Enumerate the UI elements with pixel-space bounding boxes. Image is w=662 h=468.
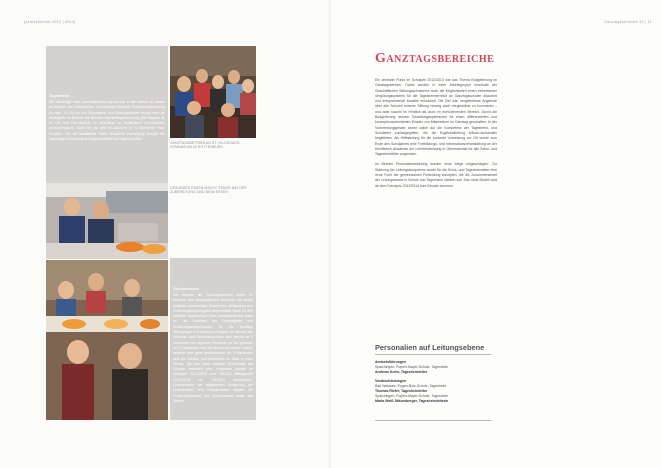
photo-students-image bbox=[170, 46, 256, 138]
photo-dining-image bbox=[46, 260, 168, 420]
personnel-group-farewells bbox=[375, 379, 505, 404]
photo-students-caption: GANZTAGSBETRIEB AN ST. HILDEGARD-GYMNASIUM IN ROTTENBURG bbox=[170, 141, 241, 150]
photo-kitchen-caption: GESUNDES ESSEN MACHT SPASS: BEI DER ZUBEREITUNG UND BEIM ESSEN. bbox=[170, 186, 247, 195]
personnel-title: Personalien auf Leitungsebene bbox=[375, 343, 485, 352]
personnel-group-heading: Verabschiedungen bbox=[375, 379, 407, 383]
schulmensen-heading: Schulmensen bbox=[173, 286, 200, 291]
personnel-name: Andreas Kuhn, Tagesheimleiter bbox=[375, 370, 428, 374]
schulmensen-text: Die Mensen der Ganztagsschulen bieten im Rahmen des pädagogischen Konzepts mit einem qualitativ hochwertigen Essen eine verlässliche und ernährungsphysiologisch abgerundete Basis für den weiteren Tagesverlauf. Eine Herausforderung dabei ist, die Vorlieben der Essensgäste und Ernährungsempfehlungen für die jeweilige Altersgruppe in Einklang zu bringen. Im Bereich der Stiftungs- und Schulwerkschulen wird derzeit an 5 Standorten mit eigenem Personal vor Ort gekocht, an 11 Standorten wird die Mensa von einem Caterer beliefert oder ganz bewirtschaftet. An 3 Standorten sind die Schüler und Mitarbeiter zu Gast in einer Mensa, die von einer anderen Einrichtung der Diözese betrieben wird. Insgesamt wurden im Schuljahr 2012/2013 rund 700.000 Mittagessen (2011/2013 ca. 140.000) ausgegeben. Entsprechend der allgemeinen Steigerung der Lebensmittel- und Energiekosten stiegen die Produktionskosten der Schulmensen daher seit Jahren. bbox=[173, 293, 253, 403]
personnel-line: Spaichingen, Rupert-Mayer-Schule, Tagesheim bbox=[375, 365, 449, 369]
running-header-right: Ganztagsbereiche 10 | 11 bbox=[603, 20, 652, 24]
personnel-rule-top bbox=[375, 354, 491, 355]
body-column bbox=[375, 78, 497, 189]
personnel-name: Thomas Riefer, Tagesheimleiter bbox=[375, 389, 428, 393]
personnel-rule-bottom bbox=[375, 420, 491, 421]
photo-dining bbox=[46, 260, 168, 420]
personnel-line: Spaichingen, Rupert-Mayer-Schule, Tagesheim bbox=[375, 394, 449, 398]
personnel-group-appointments bbox=[375, 360, 505, 375]
personnel-group-heading: Amtseinführungen bbox=[375, 360, 407, 364]
schulmensen-box bbox=[170, 258, 256, 420]
personnel-list bbox=[375, 360, 505, 404]
photo-students bbox=[170, 46, 256, 138]
tagesheim-text: Die Nachfrage nach Ganztagsbetreuung hat sich in den letzten 10 Jahren im Bereich der verlässlichen Grundschule (Bereich Grundschulbetreuung bis max. 14 Uhr) an den Schulwerks- und Stiftungsschulen etwas mehr als verdoppelt; im Bereich der flexiblen Nachmittagsbetreuung (alle Klassen ab 12 Uhr und Grundschule im Anschluss an Verlässliche Grundschule) verzwanzigfacht. Nach wie vor gibt es daneben an 4 Standorten Hort-Gruppen. Die auf statistische Daten reduzierte Darstellung spiegelt die Nachfrage und erweiterte Angebotsvielfalt nur begrenzt wider. bbox=[49, 100, 165, 142]
body-paragraph-1: Ein zentraler Punkt im Schuljahr 2012/2013 war das Thema Budgetierung im Ganztagsbereich. Dabei wurden in einer Arbeitsgruppe innerhalb der Geschäftlichen Stiftungsschulwerks auch die Möglichkeiten einen einheitlichen Vergütungssystems für die Tagesheimbereich an Ganztagsschulen diskutiert und entsprechende Modelle entwickelt. Die Ziel war, vergleichbare Angebote über alle Schulen unserer Stiftung hinweg auch vergleichbar zu honorieren – und zwar sowohl im Hinblick als auch im nicht-lehrenden Bereich. Durch die Budgetierung wurden Gestaltungsspielraume für einen differenzierten und konzeptionsorientierten Einsatz von Mitarbeitern im Ganztag geschaffen. In der Vorbereitungsphase wurde dabei auf die Kompetenz der Tagesheim- und Schulleiter zurückgegriffen, die die Ergebnisfindung kritisch-konstruktiv begleiteten. Als Hilfestellung für die konkrete Umsetzung vor Ort wurde zum Ende des Schuljahres eine Fortbildungs- und Informationsveranstaltung an der Kirchlichen Akademie der Lehrerfortbildung in Obermarchtal für alle Schul- und Tagesheimleiter angeboten. bbox=[375, 78, 497, 157]
running-header-left: [Jahresbericht 2012 | 2013] bbox=[24, 20, 76, 24]
photo-kitchen bbox=[46, 183, 168, 259]
tagesheim-heading: Tagesheim bbox=[49, 93, 70, 98]
body-paragraph-2: Im Bereich Personalentwicklung wurden neue Wege eingeschlagen: Zur Stärkung der Leitungskompetenz wurde für die Schul- und Tagesheimleiter eine neue Form der gemeinsamen Fortbildung konzipiert, die die Zusammenarbeit der Leitungsteams in Schule und Tagesheim stärken soll. Das neue Modell wird ab dem Schuljahr 2013/2014 zum Einsatz kommen. bbox=[375, 162, 497, 188]
personnel-line: Bad Waldsee, Eugen-Bolz-Schule, Tagesheim bbox=[375, 384, 447, 388]
personnel-name: Maria Weiß-Stitzenberger, Tagesheimleiterin bbox=[375, 399, 449, 403]
photo-kitchen-image bbox=[46, 183, 168, 259]
page-title: Ganztagsbereiche bbox=[375, 51, 495, 66]
